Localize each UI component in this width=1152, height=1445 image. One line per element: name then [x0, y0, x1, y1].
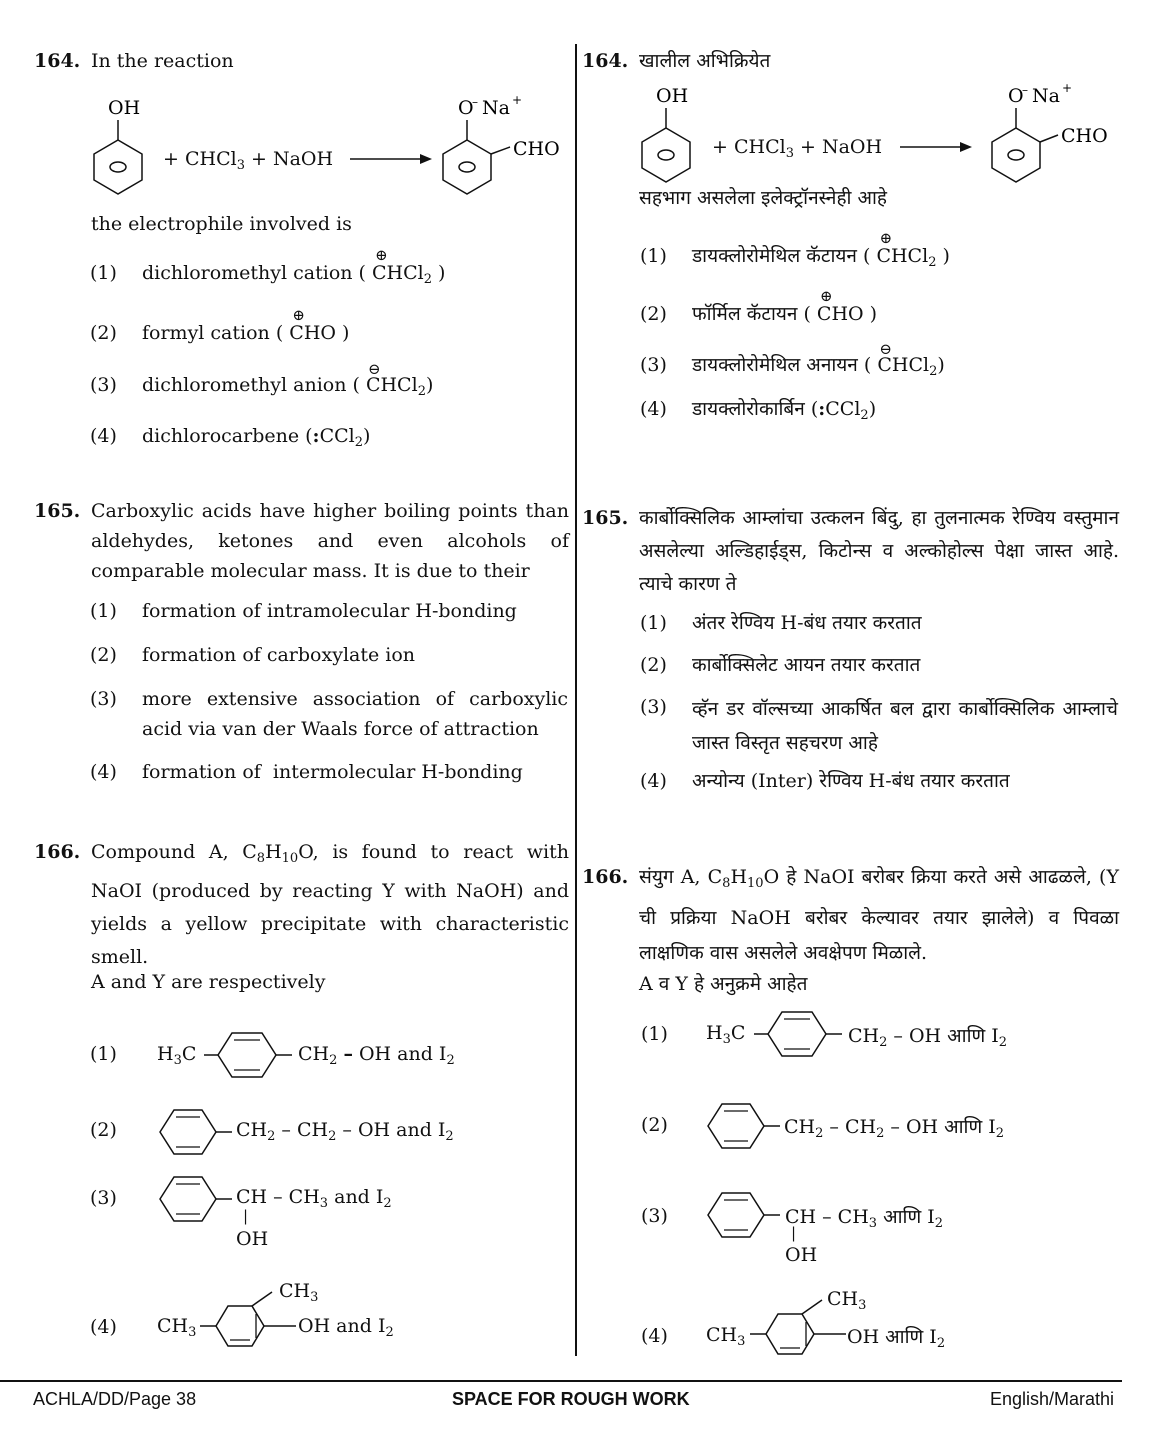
question-stem-2: A व Y हे अनुक्रमे आहेत: [639, 973, 808, 995]
question-stem: In the reaction: [91, 50, 234, 72]
benzene-ring-icon: [94, 140, 142, 194]
question-after-text: सहभाग असलेला इलेक्ट्रॉनस्नेही आहे: [639, 187, 888, 209]
question-after-text: the electrophile involved is: [91, 213, 352, 235]
benzene-ring-icon: [754, 1009, 854, 1059]
svg-text:–: –: [472, 95, 478, 109]
footer-page-code: ACHLA/DD/Page 38: [33, 1389, 197, 1409]
question-number: 166.: [582, 866, 629, 888]
benzene-ring-icon: [443, 140, 491, 194]
footer-rough-work: SPACE FOR ROUGH WORK: [452, 1389, 690, 1409]
svg-text:–: –: [1022, 83, 1028, 97]
benzene-ring-icon: [706, 1101, 796, 1151]
question-stem: Compound A, $C_8H_{10}O$, is found to react with NaOI (produced by reacting Y with NaOH) and yields a yellow precipitate with characteristic smell.: [91, 841, 570, 968]
question-number: 165.: [34, 500, 81, 522]
question-number: 164.: [34, 50, 81, 72]
svg-text:Na: Na: [482, 97, 510, 119]
reaction-scheme-164-mr: [638, 80, 1128, 190]
svg-text:+: +: [1062, 81, 1073, 95]
benzene-ring-icon: [200, 1290, 310, 1350]
question-stem: कार्बोक्सिलिक आम्लांचा उत्कलन बिंदु, हा तुलनात्मक रेण्विय वस्तुमान असलेल्या अल्डिहाईड्स, किटोन्स व अल्कोहोल्स पेक्षा जास्त आहे. त्याचे कारण ते: [639, 507, 1119, 595]
svg-text:O: O: [458, 97, 474, 119]
question-stem: Carboxylic acids have higher boiling points than aldehydes, ketones and even alcohols of comparable molecular mass. It is due to their: [91, 500, 569, 582]
footer-rule: [0, 1380, 1122, 1382]
question-number: 165.: [582, 507, 629, 529]
svg-text:OH: OH: [656, 85, 689, 107]
benzene-ring-icon: [204, 1030, 304, 1080]
svg-text:CHO: CHO: [1061, 125, 1108, 147]
svg-text:O: O: [1008, 85, 1024, 107]
benzene-ring-icon: [706, 1190, 796, 1240]
reagents: + CHCl$_3$ + NaOH: [163, 148, 334, 173]
oh-label: OH: [108, 97, 141, 119]
reaction-scheme-164-en: [90, 92, 570, 202]
svg-text:Na: Na: [1032, 85, 1060, 107]
question-number: 164.: [582, 50, 629, 72]
benzene-ring-icon: [750, 1298, 860, 1358]
benzene-ring-icon: [158, 1174, 248, 1224]
svg-text:+: +: [512, 93, 523, 107]
benzene-ring-icon: [158, 1107, 248, 1157]
svg-text:CHO: CHO: [513, 138, 560, 160]
benzene-ring-icon: [992, 128, 1040, 182]
question-stem: संयुग A, $C_8H_{10}O$ हे NaOI बरोबर क्रिया करते असे आढळले, (Y ची प्रक्रिया NaOH बरोबर केल्यावर तयार झालेले) व पिवळा लाक्षणिक वास असलेले अवक्षेपण मिळाले.: [639, 866, 1119, 964]
footer-language: English/Marathi: [990, 1389, 1115, 1409]
question-number: 166.: [34, 841, 81, 863]
question-stem-2: A and Y are respectively: [91, 971, 326, 993]
benzene-ring-icon: [642, 128, 690, 182]
question-stem: खालील अभिक्रियेत: [639, 50, 771, 72]
column-divider: [575, 44, 577, 1356]
